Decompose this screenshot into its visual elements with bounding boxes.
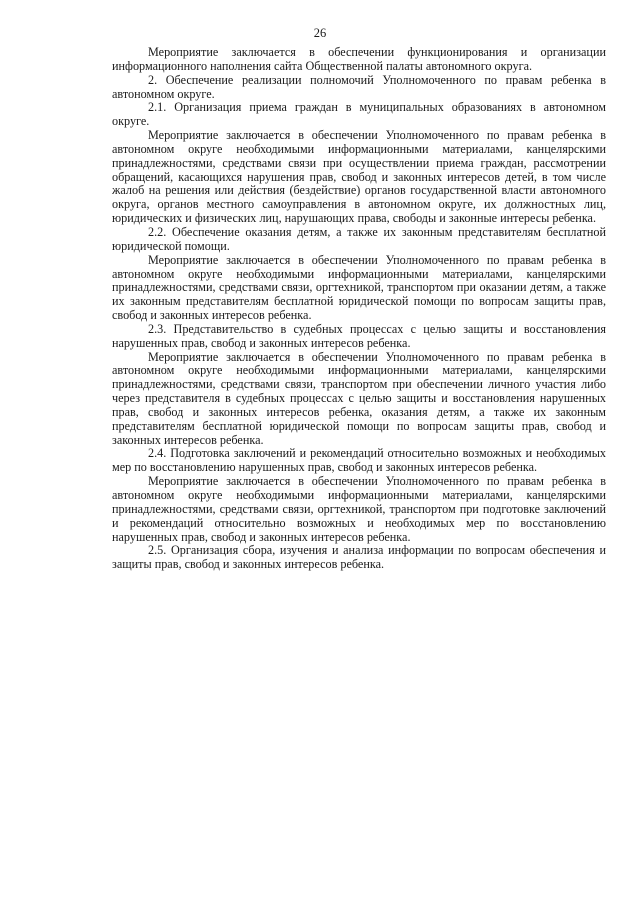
page-number: 26 (313, 26, 327, 40)
heading-2-ombudsman-powers: 2. Обеспечение реализации полномочий Уполномоченного по правам ребенка в автономном округе. (112, 72, 606, 101)
heading-2-5-information-analysis: 2.5. Организация сбора, изучения и анализа информации по вопросам обеспечения и защиты прав, свобод и законных интересов ребенка. (112, 543, 606, 572)
paragraph-activity-2-3: Мероприятие заключается в обеспечении Уполномоченного по правам ребенка в автономном округе необходимыми информационными материалами, канцелярскими принадлежностями, средствами связи, транспортом при обеспечении личного участия либо через представителя в судебных процессах с целью защиты и восстановления нарушенных прав, свобод и законных интересов ребенка, оказания детям, а также их законным представителям бесплатной юридической помощи по вопросам защиты прав, свобод и законных интересов ребенка. (112, 349, 606, 447)
paragraph-activity-2-4: Мероприятие заключается в обеспечении Уполномоченного по правам ребенка в автономном округе необходимыми информационными материалами, канцелярскими принадлежностями, средствами связи, оргтехникой, транспортом при подготовке заключений и рекомендаций относительно возможных и необходимых мер по восстановлению нарушенных прав, свобод и законных интересов ребенка. (112, 474, 606, 544)
paragraph-activity-2-2: Мероприятие заключается в обеспечении Уполномоченного по правам ребенка в автономном округе необходимыми информационными материалами, канцелярскими принадлежностями, средствами связи, оргтехникой, транспортом при оказании детям, а также их законным представителям бесплатной юридической помощи по вопросам защиты прав, свобод и законных интересов ребенка. (112, 252, 606, 323)
paragraph-activity-2-1: Мероприятие заключается в обеспечении Уполномоченного по правам ребенка в автономном округе необходимыми информационными материалами, канцелярскими принадлежностями, средствами связи при осуществлении приема граждан, рассмотрении обращений, касающихся нарушения прав, свобод и законных интересов детей, в том числе жалоб на решения или действия (бездействие) органов государственной власти автономного округа, органов местного самоуправления в автономном округе, их должностных лиц, юридических и физических лиц, нарушающих права, свободы и законные интересы ребенка. (112, 128, 606, 226)
heading-2-4-conclusions: 2.4. Подготовка заключений и рекомендаций относительно возможных и необходимых мер по восстановлению нарушенных прав, свобод и законных интересов ребенка. (112, 446, 606, 475)
heading-2-1-citizen-reception: 2.1. Организация приема граждан в муниципальных образованиях в автономном округе. (112, 100, 606, 129)
document-body (112, 46, 606, 572)
heading-2-2-legal-aid: 2.2. Обеспечение оказания детям, а также их законным представителям бесплатной юридической помощи. (112, 224, 606, 253)
paragraph-activity-website: Мероприятие заключается в обеспечении функционирования и организации информационного наполнения сайта Общественной палаты автономного округа. (112, 45, 606, 73)
heading-2-3-court-representation: 2.3. Представительство в судебных процессах с целью защиты и восстановления нарушенных прав, свобод и законных интересов ребенка. (112, 321, 606, 350)
